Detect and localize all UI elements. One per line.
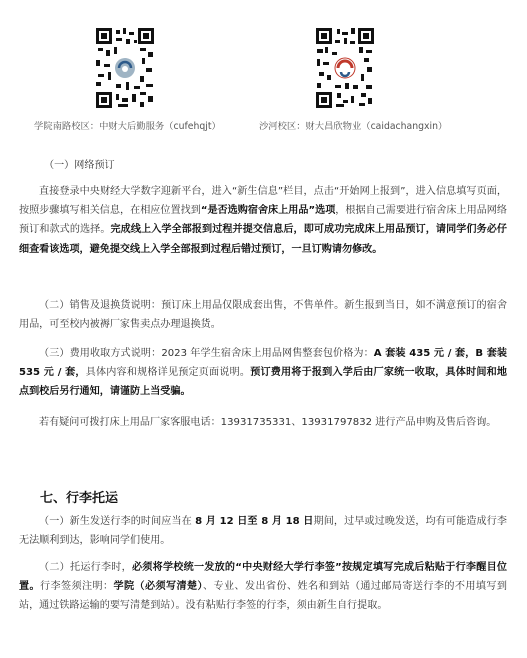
luggage-time-a: （一）新生发送行李的时间应当在 — [39, 516, 196, 527]
paragraph-luggage-tag — [19, 558, 507, 616]
network-text-b: “是否选购宿舍床上用品”选项 — [200, 205, 336, 217]
network-text-c: ，根据自己需要进行宿舍床上用品网络预订和款式的选择。 — [19, 205, 507, 236]
fee-text-d: 预订费用将于报到入学后由厂家统一收取，具体时间和地点到校后另行通知，请谨防上当受骗。 — [19, 367, 507, 398]
qr-code-wuye — [316, 28, 374, 112]
network-text-d: 完成线上入学全部报到过程并提交信息后，即可成功完成床上用品预订，请同学们务必仔细查看该选项，避免提交线上入学全部报到过程后错过预订，一旦订购请勿修改。 — [19, 224, 507, 255]
qr-caption-wuye: 沙河校区：财大昌欣物业（caidachangxin） — [259, 121, 448, 132]
luggage-tag-c: 行李签须注明： — [40, 581, 114, 593]
section-title-network: （一）网络预订 — [44, 160, 115, 171]
qr-code-image — [96, 28, 154, 108]
paragraph-luggage-time — [19, 512, 507, 550]
luggage-tag-b: 必须将学校统一发放的“中央财经大学行李签”按规定填写完成后粘贴于行李醒目位置。 — [19, 562, 508, 593]
section7-heading: 七、行李托运 — [40, 491, 119, 506]
qr-caption-houqin: 学院南路校区：中财大后勤服务（cufehqjt） — [34, 121, 221, 132]
luggage-tag-a: （二）托运行李时， — [39, 562, 132, 573]
luggage-tag-d: 学院（必须写清楚） — [113, 581, 203, 593]
paragraph-network — [19, 182, 507, 259]
qr-code-houqin — [96, 28, 154, 112]
paragraph-sales: （二）销售及退换货说明：预订床上用品仅限成套出售，不售单件。新生报到当日，如不满意预订的宿舍用品，可至校内被褥厂家售卖点办理退换货。 — [19, 300, 507, 331]
fee-text-a: （三）费用收取方式说明：2023 年学生宿舍床上用品网售整套包价格为： — [39, 348, 374, 359]
luggage-time-b: 8 月 12 日至 8 月 18 日 — [195, 516, 314, 527]
paragraph-fee — [19, 344, 507, 402]
fee-text-b: A 套装 435 元 / 套，B 套装 535 元 / 套， — [19, 348, 507, 379]
luggage-tag-e: 、专业、发出省份、姓名和到站（通过邮局寄送行李的不用填写到站，通过铁路运输的要写清楚到站）。没有粘贴行李签的行李，须由新生自行提取。 — [19, 581, 508, 612]
luggage-time-c: 期间，过早或过晚发送，均有可能造成行李无法顺利到达，影响同学们使用。 — [19, 516, 507, 547]
network-text-a: 直接登录中央财经大学数字迎新平台，进入“新生信息”栏目，点击“开始网上报到”，进入信息填写页面，按照步骤填写相关信息，在相应位置找到 — [19, 186, 507, 217]
qr-code-image — [316, 28, 374, 108]
paragraph-contact: 若有疑问可拨打床上用品厂家客服电话：13931735331、13931797832 进行产品申购及售后咨询。 — [39, 417, 497, 428]
fee-text-c: 具体内容和规格详见预定页面说明。 — [85, 367, 251, 379]
